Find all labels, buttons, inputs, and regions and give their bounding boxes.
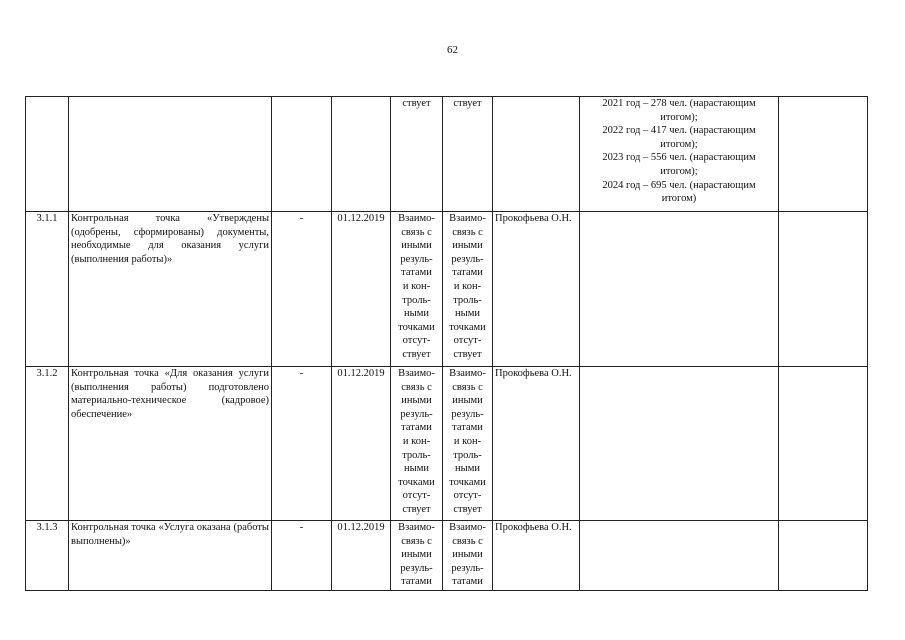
cell-line: Взаимо- — [398, 368, 435, 379]
cell-num: 3.1.1 — [26, 212, 69, 367]
cell-line: иными — [452, 395, 483, 407]
cell-line: иными — [452, 549, 483, 561]
cell-line: татами — [452, 576, 483, 588]
cell-line: иными — [401, 549, 432, 561]
cell-relation-1 — [391, 97, 443, 212]
page-number: 62 — [447, 44, 458, 56]
cell-dash — [272, 97, 332, 212]
cell-responsible: Прокофьева О.Н. — [493, 212, 580, 367]
cell-date — [332, 97, 391, 212]
cell-name: Контрольная точка «Услуга оказана (работы выполнены)» — [69, 521, 272, 591]
cell-line: ствует — [453, 503, 482, 515]
cell-line: Взаимо- — [449, 213, 486, 224]
cell-num: 3.1.3 — [26, 521, 69, 591]
cell-relation-1 — [391, 212, 443, 367]
cell-results — [580, 212, 779, 367]
result-line: 2021 год – 278 чел. (нарастающим — [602, 98, 756, 109]
result-line: итогом) — [661, 193, 697, 205]
table-row — [26, 212, 868, 367]
cell-line: татами — [452, 267, 483, 279]
cell-results — [580, 367, 779, 521]
cell-line: троль- — [453, 449, 482, 461]
cell-responsible — [493, 97, 580, 212]
cell-relation-2 — [443, 521, 493, 591]
cell-line: связь с — [401, 226, 432, 238]
cell-line: связь с — [452, 226, 483, 238]
cell-responsible: Прокофьева О.Н. — [493, 367, 580, 521]
cell-line: связь с — [452, 535, 483, 547]
result-line: 2024 год – 695 чел. (нарастающим — [602, 179, 756, 191]
cell-line: Взаимо- — [449, 368, 486, 379]
cell-results — [580, 521, 779, 591]
cell-relation-1 — [391, 367, 443, 521]
result-line: итогом); — [660, 138, 698, 150]
cell-relation-2 — [443, 212, 493, 367]
cell-line: связь с — [401, 381, 432, 393]
result-line: итогом); — [660, 165, 698, 177]
cell-line: связь с — [452, 381, 483, 393]
cell-dash: - — [272, 521, 332, 591]
table-row — [26, 521, 868, 591]
cell-line: точками — [449, 476, 486, 488]
result-entry — [582, 179, 776, 206]
cell-line: точками — [398, 321, 435, 333]
cell-line: ствует — [402, 348, 431, 360]
cell-line: ными — [404, 463, 429, 475]
cell-line: ными — [404, 308, 429, 320]
cell-date: 01.12.2019 — [332, 521, 391, 591]
cell-line: и кон- — [453, 280, 482, 292]
cell-line: троль- — [453, 294, 482, 306]
cell-line: ствует — [453, 348, 482, 360]
cell-line: резуль- — [451, 562, 484, 574]
cell-line: отсут- — [453, 490, 482, 502]
cell-line: резуль- — [400, 253, 433, 265]
cell-line: татами — [452, 422, 483, 434]
result-entry — [582, 124, 776, 151]
cell-line: резуль- — [451, 253, 484, 265]
cell-line: иными — [401, 395, 432, 407]
result-line: итогом); — [660, 111, 698, 123]
cell-name — [69, 97, 272, 212]
cell-line: Взаимо- — [449, 522, 486, 533]
result-line: 2023 год – 556 чел. (нарастающим — [602, 152, 756, 164]
cell-line: ствует — [402, 98, 431, 109]
cell-line: ствует — [402, 503, 431, 515]
cell-line: и кон- — [453, 435, 482, 447]
cell-line: и кон- — [402, 435, 431, 447]
cell-extra — [779, 521, 868, 591]
cell-dash: - — [272, 367, 332, 521]
cell-line: ствует — [453, 98, 482, 109]
cell-line: резуль- — [400, 562, 433, 574]
cell-line: иными — [401, 240, 432, 252]
cell-line: резуль- — [451, 408, 484, 420]
result-entry — [582, 151, 776, 178]
cell-name: Контрольная точка «Для оказания услуги (выполнения работы) подготовлено материально-техническое (кадровое) обеспечение» — [69, 367, 272, 521]
cell-line: Взаимо- — [398, 522, 435, 533]
cell-line: Взаимо- — [398, 213, 435, 224]
cell-extra — [779, 212, 868, 367]
cell-line: резуль- — [400, 408, 433, 420]
cell-relation-1 — [391, 521, 443, 591]
cell-results — [580, 97, 779, 212]
cell-line: и кон- — [402, 280, 431, 292]
cell-line: ными — [455, 308, 480, 320]
cell-line: троль- — [402, 294, 431, 306]
cell-name: Контрольная точка «Утверждены (одобрены, сформированы) документы, необходимые для оказания услуги (выполнения работы)» — [69, 212, 272, 367]
cell-line: точками — [398, 476, 435, 488]
cell-relation-2 — [443, 367, 493, 521]
cell-responsible: Прокофьева О.Н. — [493, 521, 580, 591]
table-row — [26, 367, 868, 521]
cell-line: троль- — [402, 449, 431, 461]
cell-dash: - — [272, 212, 332, 367]
cell-relation-2 — [443, 97, 493, 212]
result-entry — [582, 97, 776, 124]
cell-line: иными — [452, 240, 483, 252]
cell-num: 3.1.2 — [26, 367, 69, 521]
cell-line: отсут- — [402, 335, 431, 347]
plan-table — [25, 96, 868, 591]
cell-line: ными — [455, 463, 480, 475]
result-line: 2022 год – 417 чел. (нарастающим — [602, 125, 756, 137]
cell-line: отсут- — [453, 335, 482, 347]
cell-line: татами — [401, 267, 432, 279]
cell-extra — [779, 97, 868, 212]
cell-line: отсут- — [402, 490, 431, 502]
table-row-continuation — [26, 97, 868, 212]
cell-line: точками — [449, 321, 486, 333]
cell-date: 01.12.2019 — [332, 367, 391, 521]
cell-line: татами — [401, 576, 432, 588]
cell-line: татами — [401, 422, 432, 434]
cell-line: связь с — [401, 535, 432, 547]
cell-num — [26, 97, 69, 212]
cell-extra — [779, 367, 868, 521]
cell-date: 01.12.2019 — [332, 212, 391, 367]
